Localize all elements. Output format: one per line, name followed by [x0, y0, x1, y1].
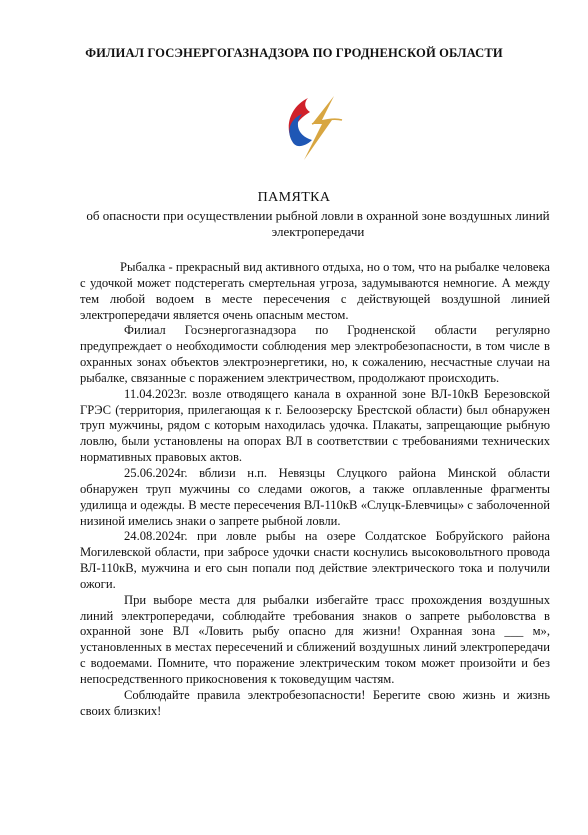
paragraph-intro: Рыбалка - прекрасный вид активного отдыха, но о том, что на рыбалке человека с удочкой может подстерегать смертельная угроза, задумываются немногие. А между тем любой водоем в месте пересечения с действующей воздушной линией электропередачи является очень опасным местом.	[80, 260, 550, 322]
organization-header: ФИЛИАЛ ГОСЭНЕРГОГАЗНАДЗОРА ПО ГРОДНЕНСКОЙ ОБЛАСТИ	[85, 46, 503, 60]
memo-body	[80, 260, 550, 719]
energy-lightning-icon	[282, 94, 346, 162]
paragraph-incident-june-2024: 25.06.2024г. вблизи н.п. Невязцы Слуцкого района Минской области обнаружен труп мужчины со следами ожогов, а также оплавленные фрагменты удилища и одежды. В месте пересечения ВЛ-110кВ «Слуцк-Блевчицы» с заболоченной низиной имелись знаки о запрете рыбной ловли.	[80, 465, 550, 528]
paragraph-incident-august-2024: 24.08.2024г. при ловле рыбы на озере Солдатское Бобруйского района Могилевской области, при забросе удочки снасти коснулись высоковольтного провода ВЛ-110кВ, мужчина и его сын попали под действие электрического тока и получили ожоги.	[80, 529, 550, 591]
paragraph-warning: Филиал Госэнергогазнадзора по Гродненской области регулярно предупреждает о необходимости соблюдения мер электробезопасности, в том числе в охранных зонах объектов электроэнергетики, но, к сожалению, несчастные случаи на рыбалке, связанные с поражением электричеством, продолжают происходить.	[80, 323, 550, 385]
memo-subtitle: об опасности при осуществлении рыбной ловли в охранной зоне воздушных линий электропередачи	[86, 208, 550, 239]
paragraph-closing: Соблюдайте правила электробезопасности! Берегите свою жизнь и жизнь своих близких!	[80, 687, 550, 718]
paragraph-incident-2023: 11.04.2023г. возле отводящего канала в охранной зоне ВЛ-10кВ Березовской ГРЭС (территория, прилегающая к г. Белоозерску Брестской области) был обнаружен труп мужчины, рядом с которым находилась удочка. Плакаты, запрещающие рыбную ловлю, были установлены на опорах ВЛ в соответствии с требованиями технических нормативных правовых актов.	[80, 386, 550, 465]
paragraph-advice: При выборе места для рыбалки избегайте трасс прохождения воздушных линий электропередачи, соблюдайте требования знаков о запрете рыболовства в охранной зоне ВЛ «Ловить рыбу опасно для жизни! Охранная зона ___ м», установленных в местах пересечений и сближений воздушных линий электропередачи с водоемами. Помните, что поражение электрическим током может произойти и без непосредственного прикосновения к токоведущим частям.	[80, 592, 550, 686]
memo-title: ПАМЯТКА	[257, 190, 331, 205]
